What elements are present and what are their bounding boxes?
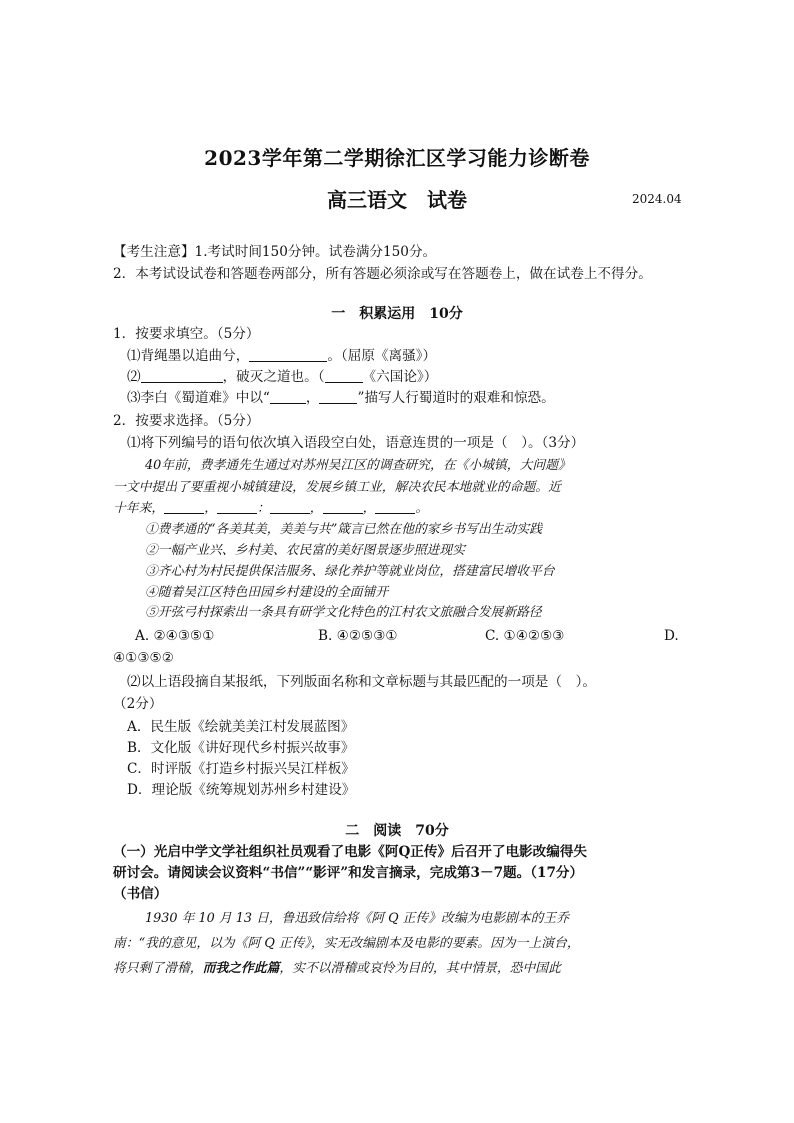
- fill-blank: [217, 499, 257, 514]
- reading-intro-1: （一）光启中学文学社组织社员观看了电影《阿Q正传》后召开了电影改编得失: [113, 844, 588, 860]
- option-d-continued: ④①③⑤②: [113, 650, 174, 666]
- sentence-item-5: ⑤开弦弓村探索出一条具有研学文化特色的江村农文旅融合发展新路径: [145, 605, 542, 620]
- choice-a: A．民生版《绘就美美江村发展蓝图》: [127, 719, 355, 735]
- passage-line-1: 40年前，费孝通先生通过对苏州吴江区的调查研究，在《小城镇，大问题》: [145, 458, 571, 473]
- passage-line-3: 十年来， ， ： ， ， 。: [113, 501, 429, 516]
- sentence-item-1: ①费孝通的“各美其美，美美与共”箴言已然在他的家乡书写出生动实践: [145, 522, 542, 537]
- option-a: A. ②④③⑤①: [135, 628, 215, 644]
- fill-blank: [270, 499, 310, 514]
- option-c: C. ①④②⑤③: [485, 628, 565, 644]
- choice-c: C．时评版《打造乡村振兴吴江样板》: [127, 761, 355, 777]
- sentence-item-3: ③齐心村为村民提供保洁服务、绿化养护等就业岗位，搭建富民增收平台: [145, 564, 555, 579]
- q1-item-2: ⑵ ，破灭之道也。（ 《六国论》）: [127, 369, 438, 385]
- fill-blank: [375, 499, 415, 514]
- notice-line-1: 【考生注意】1.考试时间150分钟。试卷满分150分。: [113, 244, 437, 260]
- q2-sub-2-score: （2分）: [113, 696, 163, 712]
- notice-line-2: 2．本考试设试卷和答题卷两部分，所有答题必须涂或写在答题卷上，做在试卷上不得分。: [113, 266, 652, 282]
- exam-date: 2024.04: [632, 192, 682, 206]
- q2-sub-2: ⑵以上语段摘自某报纸，下列版面名称和文章标题与其最匹配的一项是（ ）。: [127, 674, 596, 690]
- fill-blank: [270, 389, 306, 404]
- passage-line-2: 一文中提出了要重视小城镇建设，发展乡镇工业，解决农民本地就业的命题。近: [113, 480, 561, 495]
- section1-heading: 一 积累运用 10分: [331, 306, 463, 322]
- fill-blank: [164, 499, 204, 514]
- section2-heading: 二 阅读 70分: [345, 823, 449, 839]
- letter-line-3: 将只剩了滑稽，而我之作此篇，实不以滑稽或哀怜为目的，其中情景，恐中国此: [113, 961, 561, 976]
- fill-blank: [319, 389, 357, 404]
- letter-label: （书信）: [113, 886, 168, 902]
- option-b: B. ④②⑤③①: [318, 628, 398, 644]
- letter-line-1: 1930 年 10 月 13 日，鲁迅致信给将《阿 Q 正传》改编为电影剧本的王乔: [145, 911, 570, 926]
- sentence-item-2: ②一幅产业兴、乡村美、农民富的美好图景逐步照进现实: [145, 543, 465, 558]
- option-d: D.: [664, 628, 679, 644]
- choice-d: D．理论版《统筹规划苏州乡村建设》: [127, 782, 356, 798]
- fill-blank: [249, 347, 327, 362]
- q1-item-1: ⑴背绳墨以追曲兮， 。（屈原《离骚》）: [127, 348, 437, 364]
- exam-subtitle: 高三语文 试卷: [327, 188, 467, 212]
- q2-stem: 2．按要求选择。（5分）: [113, 413, 260, 429]
- q2-sub-1: ⑴将下列编号的语句依次填入语段空白处，语意连贯的一项是（ ）。（3分）: [127, 435, 585, 451]
- choice-b: B．文化版《讲好现代乡村振兴故事》: [127, 740, 355, 756]
- q1-item-3: ⑶李白《蜀道难》中以“ ， ”描写人行蜀道时的艰难和惊恐。: [127, 390, 555, 406]
- letter-line-2: 南：“我的意见，以为《阿 Q 正传》，实无改编剧本及电影的要素。因为一上演台，: [113, 936, 580, 951]
- fill-blank: [325, 368, 363, 383]
- q1-stem: 1．按要求填空。（5分）: [113, 326, 260, 342]
- fill-blank: [323, 499, 363, 514]
- reading-intro-2: 研讨会。请阅读会议资料“书信”“影评”和发言摘录，完成第3－7题。（17分）: [113, 865, 584, 881]
- exam-title: 2023学年第二学期徐汇区学习能力诊断卷: [204, 146, 590, 170]
- fill-blank: [141, 368, 223, 383]
- sentence-item-4: ④随着吴江区特色田园乡村建设的全面铺开: [145, 585, 389, 600]
